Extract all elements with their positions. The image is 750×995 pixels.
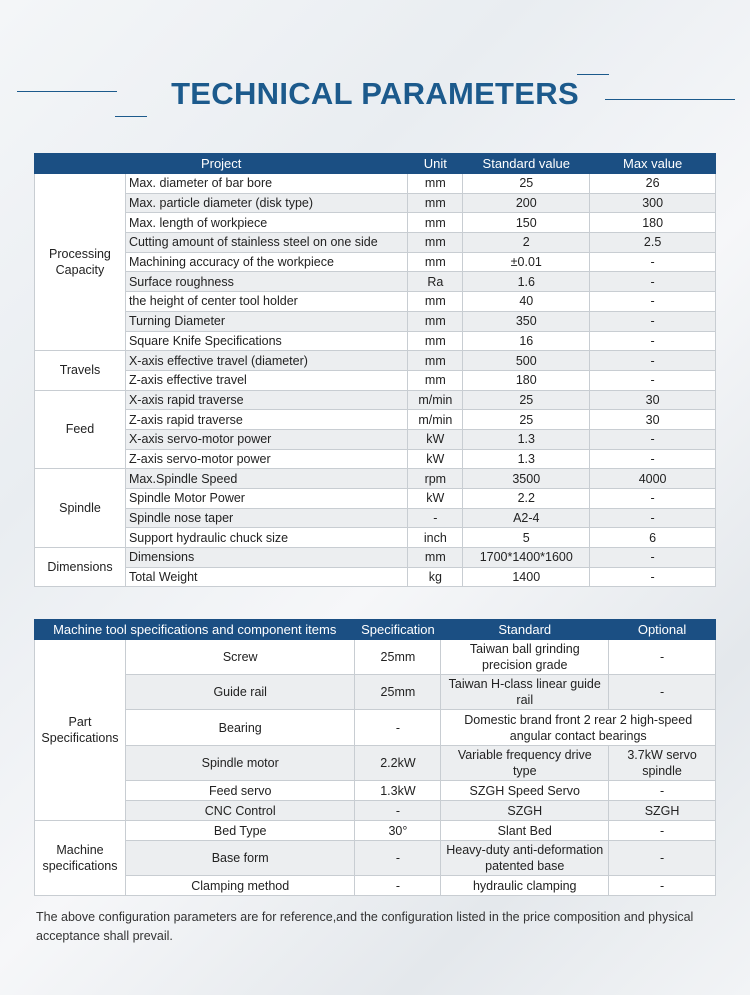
cell-optional: - — [609, 821, 716, 841]
cell-item: Support hydraulic chuck size — [125, 528, 407, 548]
cell-item: Feed servo — [125, 781, 354, 801]
cell-item: Machining accuracy of the workpiece — [125, 252, 407, 272]
table-row — [35, 876, 716, 896]
cell-max-value: - — [590, 548, 716, 568]
cell-unit: rpm — [408, 469, 463, 489]
cell-max-value: - — [590, 567, 716, 587]
group-label: Spindle — [35, 469, 126, 548]
cell-standard-value: 350 — [463, 311, 590, 331]
group-label: Part Specifications — [35, 640, 126, 821]
table-row — [35, 311, 716, 331]
table-row — [35, 331, 716, 351]
group-label: Feed — [35, 390, 126, 469]
cell-specification: - — [355, 841, 441, 876]
cell-item: Spindle nose taper — [125, 508, 407, 528]
table-row — [35, 781, 716, 801]
cell-item: Z-axis servo-motor power — [125, 449, 407, 469]
cell-item: Max.Spindle Speed — [125, 469, 407, 489]
title-decoration-left-angle — [115, 116, 147, 117]
cell-unit: mm — [408, 351, 463, 371]
cell-item: Max. particle diameter (disk type) — [125, 193, 407, 213]
cell-item: Clamping method — [125, 876, 354, 896]
cell-optional: 3.7kW servo spindle — [609, 746, 716, 781]
cell-max-value: - — [590, 489, 716, 509]
title-decoration-right-angle — [577, 74, 609, 75]
cell-standard-value: A2-4 — [463, 508, 590, 528]
cell-standard-value: 25 — [463, 390, 590, 410]
cell-standard-value: 180 — [463, 370, 590, 390]
header-specification: Specification — [355, 620, 441, 640]
table-row — [35, 193, 716, 213]
cell-max-value: - — [590, 272, 716, 292]
cell-max-value: 30 — [590, 390, 716, 410]
cell-unit: kW — [408, 429, 463, 449]
cell-standard-value: 5 — [463, 528, 590, 548]
cell-item: Screw — [125, 640, 354, 675]
cell-unit: m/min — [408, 390, 463, 410]
cell-unit: - — [408, 508, 463, 528]
cell-specification: 25mm — [355, 675, 441, 710]
cell-standard-value: 2 — [463, 233, 590, 253]
cell-standard-value: 1400 — [463, 567, 590, 587]
cell-standard: SZGH Speed Servo — [441, 781, 609, 801]
cell-max-value: 26 — [590, 174, 716, 194]
cell-unit: mm — [408, 331, 463, 351]
cell-specification: - — [355, 710, 441, 746]
cell-standard-value: 25 — [463, 410, 590, 430]
table-row — [35, 489, 716, 509]
header-optional: Optional — [609, 620, 716, 640]
cell-unit: mm — [408, 213, 463, 233]
cell-item: Max. diameter of bar bore — [125, 174, 407, 194]
cell-max-value: - — [590, 508, 716, 528]
group-label: Travels — [35, 351, 126, 390]
cell-item: Spindle motor — [125, 746, 354, 781]
table-row — [35, 548, 716, 568]
cell-item: Turning Diameter — [125, 311, 407, 331]
cell-unit: mm — [408, 174, 463, 194]
table-row — [35, 801, 716, 821]
cell-max-value: 300 — [590, 193, 716, 213]
cell-standard-value: 3500 — [463, 469, 590, 489]
component-specifications-table — [34, 619, 716, 896]
cell-optional: SZGH — [609, 801, 716, 821]
cell-standard-value: 150 — [463, 213, 590, 233]
cell-unit: kW — [408, 449, 463, 469]
cell-standard: Domestic brand front 2 rear 2 high-speed angular contact bearings — [441, 710, 716, 746]
table-row — [35, 410, 716, 430]
cell-unit: kW — [408, 489, 463, 509]
cell-optional: - — [609, 675, 716, 710]
cell-unit: mm — [408, 311, 463, 331]
table-row — [35, 252, 716, 272]
cell-unit: Ra — [408, 272, 463, 292]
cell-item: Z-axis effective travel — [125, 370, 407, 390]
cell-optional: - — [609, 781, 716, 801]
table-row — [35, 821, 716, 841]
table-row — [35, 449, 716, 469]
group-label: Machine specifications — [35, 821, 126, 896]
cell-max-value: 4000 — [590, 469, 716, 489]
cell-standard-value: 1.6 — [463, 272, 590, 292]
header-unit: Unit — [408, 154, 463, 174]
cell-specification: 25mm — [355, 640, 441, 675]
cell-item: X-axis servo-motor power — [125, 429, 407, 449]
cell-standard-value: 16 — [463, 331, 590, 351]
cell-standard-value: 1.3 — [463, 429, 590, 449]
cell-max-value: - — [590, 449, 716, 469]
cell-standard-value: 1700*1400*1600 — [463, 548, 590, 568]
cell-max-value: 6 — [590, 528, 716, 548]
cell-item: X-axis effective travel (diameter) — [125, 351, 407, 371]
cell-max-value: - — [590, 351, 716, 371]
cell-standard: Heavy-duty anti-deformation patented base — [441, 841, 609, 876]
cell-standard: Taiwan H-class linear guide rail — [441, 675, 609, 710]
cell-unit: mm — [408, 193, 463, 213]
cell-item: Guide rail — [125, 675, 354, 710]
cell-unit: m/min — [408, 410, 463, 430]
cell-standard: Slant Bed — [441, 821, 609, 841]
cell-item: Spindle Motor Power — [125, 489, 407, 509]
table-row — [35, 675, 716, 710]
cell-unit: mm — [408, 370, 463, 390]
cell-standard-value: 1.3 — [463, 449, 590, 469]
cell-max-value: - — [590, 311, 716, 331]
cell-standard-value: 25 — [463, 174, 590, 194]
cell-standard-value: 2.2 — [463, 489, 590, 509]
table-row — [35, 841, 716, 876]
cell-standard: SZGH — [441, 801, 609, 821]
table-row — [35, 272, 716, 292]
table-row — [35, 351, 716, 371]
cell-unit: mm — [408, 233, 463, 253]
cell-item: Dimensions — [125, 548, 407, 568]
footnote: The above configuration parameters are for reference,and the configuration listed in the price composition and physical acceptance shall prevail. — [36, 910, 694, 943]
cell-item: Bed Type — [125, 821, 354, 841]
cell-item: CNC Control — [125, 801, 354, 821]
cell-max-value: - — [590, 429, 716, 449]
cell-item: X-axis rapid traverse — [125, 390, 407, 410]
cell-standard-value: 500 — [463, 351, 590, 371]
cell-unit: mm — [408, 548, 463, 568]
table-row — [35, 292, 716, 312]
cell-optional: - — [609, 876, 716, 896]
cell-item: Surface roughness — [125, 272, 407, 292]
cell-optional: - — [609, 841, 716, 876]
table-row — [35, 429, 716, 449]
table-row — [35, 528, 716, 548]
cell-standard-value: 40 — [463, 292, 590, 312]
header-standard-value: Standard value — [463, 154, 590, 174]
table-row — [35, 174, 716, 194]
table-row — [35, 213, 716, 233]
cell-max-value: - — [590, 292, 716, 312]
cell-specification: 1.3kW — [355, 781, 441, 801]
cell-specification: - — [355, 876, 441, 896]
cell-standard: Variable frequency drive type — [441, 746, 609, 781]
cell-item: the height of center tool holder — [125, 292, 407, 312]
cell-specification: 30° — [355, 821, 441, 841]
cell-standard-value: ±0.01 — [463, 252, 590, 272]
cell-specification: - — [355, 801, 441, 821]
cell-item: Cutting amount of stainless steel on one side — [125, 233, 407, 253]
cell-standard: hydraulic clamping — [441, 876, 609, 896]
table-row — [35, 640, 716, 675]
cell-max-value: - — [590, 252, 716, 272]
cell-unit: mm — [408, 252, 463, 272]
cell-item: Total Weight — [125, 567, 407, 587]
cell-unit: mm — [408, 292, 463, 312]
table-row — [35, 370, 716, 390]
cell-max-value: 30 — [590, 410, 716, 430]
table-row — [35, 233, 716, 253]
header-items: Machine tool specifications and component items — [35, 620, 355, 640]
cell-item: Bearing — [125, 710, 354, 746]
table-row — [35, 469, 716, 489]
cell-optional: - — [609, 640, 716, 675]
cell-standard: Taiwan ball grinding precision grade — [441, 640, 609, 675]
cell-unit: kg — [408, 567, 463, 587]
group-label: Dimensions — [35, 548, 126, 587]
cell-item: Max. length of workpiece — [125, 213, 407, 233]
cell-max-value: 2.5 — [590, 233, 716, 253]
cell-item: Square Knife Specifications — [125, 331, 407, 351]
cell-max-value: 180 — [590, 213, 716, 233]
cell-specification: 2.2kW — [355, 746, 441, 781]
table-row — [35, 390, 716, 410]
technical-parameters-table — [34, 153, 716, 587]
table-row — [35, 710, 716, 746]
header-project: Project — [35, 154, 408, 174]
cell-max-value: - — [590, 370, 716, 390]
table-row — [35, 746, 716, 781]
cell-unit: inch — [408, 528, 463, 548]
cell-standard-value: 200 — [463, 193, 590, 213]
table-row — [35, 508, 716, 528]
cell-item: Base form — [125, 841, 354, 876]
page-title: TECHNICAL PARAMETERS — [171, 76, 579, 111]
table-row — [35, 567, 716, 587]
cell-max-value: - — [590, 331, 716, 351]
cell-item: Z-axis rapid traverse — [125, 410, 407, 430]
group-label: Processing Capacity — [35, 174, 126, 351]
header-max-value: Max value — [590, 154, 716, 174]
header-standard: Standard — [441, 620, 609, 640]
